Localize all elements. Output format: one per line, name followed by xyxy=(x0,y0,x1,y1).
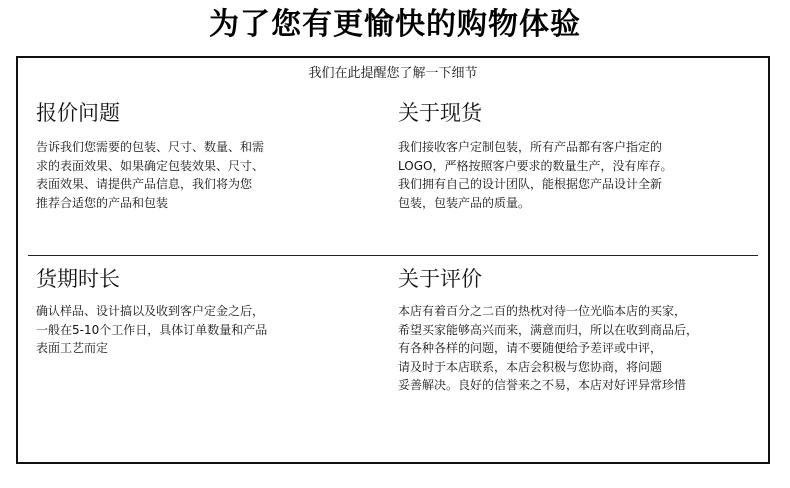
section-title: 关于评价 xyxy=(398,267,482,291)
section-line: 我们接收客户定制包装，所有产品都有客户指定的 xyxy=(398,140,663,154)
section-title: 关于现货 xyxy=(398,101,482,125)
section-line: 一般在5-10个工作日，具体订单数量和产品 xyxy=(36,322,268,337)
section-line: LOGO，严格按照客户要求的数量生产，没有库存。 xyxy=(398,158,673,173)
section-line: 表面工艺而定 xyxy=(36,341,109,355)
info-panel xyxy=(16,56,770,464)
section-line: 我们拥有自己的设计团队，能根据您产品设计全新 xyxy=(398,177,663,191)
section-divider xyxy=(28,255,758,256)
section-line: 妥善解决。良好的信誉来之不易，本店对好评异常珍惜 xyxy=(398,378,687,392)
section-line: 希望买家能够高兴而来，满意而归，所以在收到商品后， xyxy=(398,322,699,337)
section-line: 求的表面效果、如果确定包装效果、尺寸、 xyxy=(36,158,265,173)
section-line: 本店有着百分之二百的热枕对待一位光临本店的买家， xyxy=(398,304,687,318)
section-line: 请及时于本店联系，本店会积极与您协商，将问题 xyxy=(398,359,663,374)
section-line: 推荐合适您的产品和包装 xyxy=(36,195,169,210)
section-reviews xyxy=(398,266,698,395)
section-title: 报价问题 xyxy=(36,101,120,125)
section-line: 确认样品、设计搞以及收到客户定金之后， xyxy=(36,304,265,318)
section-delivery-time xyxy=(36,266,267,358)
section-quotation xyxy=(36,100,264,212)
section-line: 告诉我们您需要的包装、尺寸、数量、和需 xyxy=(36,140,265,154)
section-title: 货期时长 xyxy=(36,267,120,291)
section-line: 表面效果、请提供产品信息，我们将为您 xyxy=(36,177,253,191)
panel-subtitle: 我们在此提醒您了解一下细节 xyxy=(308,66,478,81)
page-title: 为了您有更愉快的购物体验 xyxy=(209,7,581,42)
section-stock xyxy=(398,100,672,212)
section-line: 有各种各样的问题，请不要随便给予差评或中评， xyxy=(398,341,663,355)
section-line: 包装，包装产品的质量。 xyxy=(398,195,531,210)
